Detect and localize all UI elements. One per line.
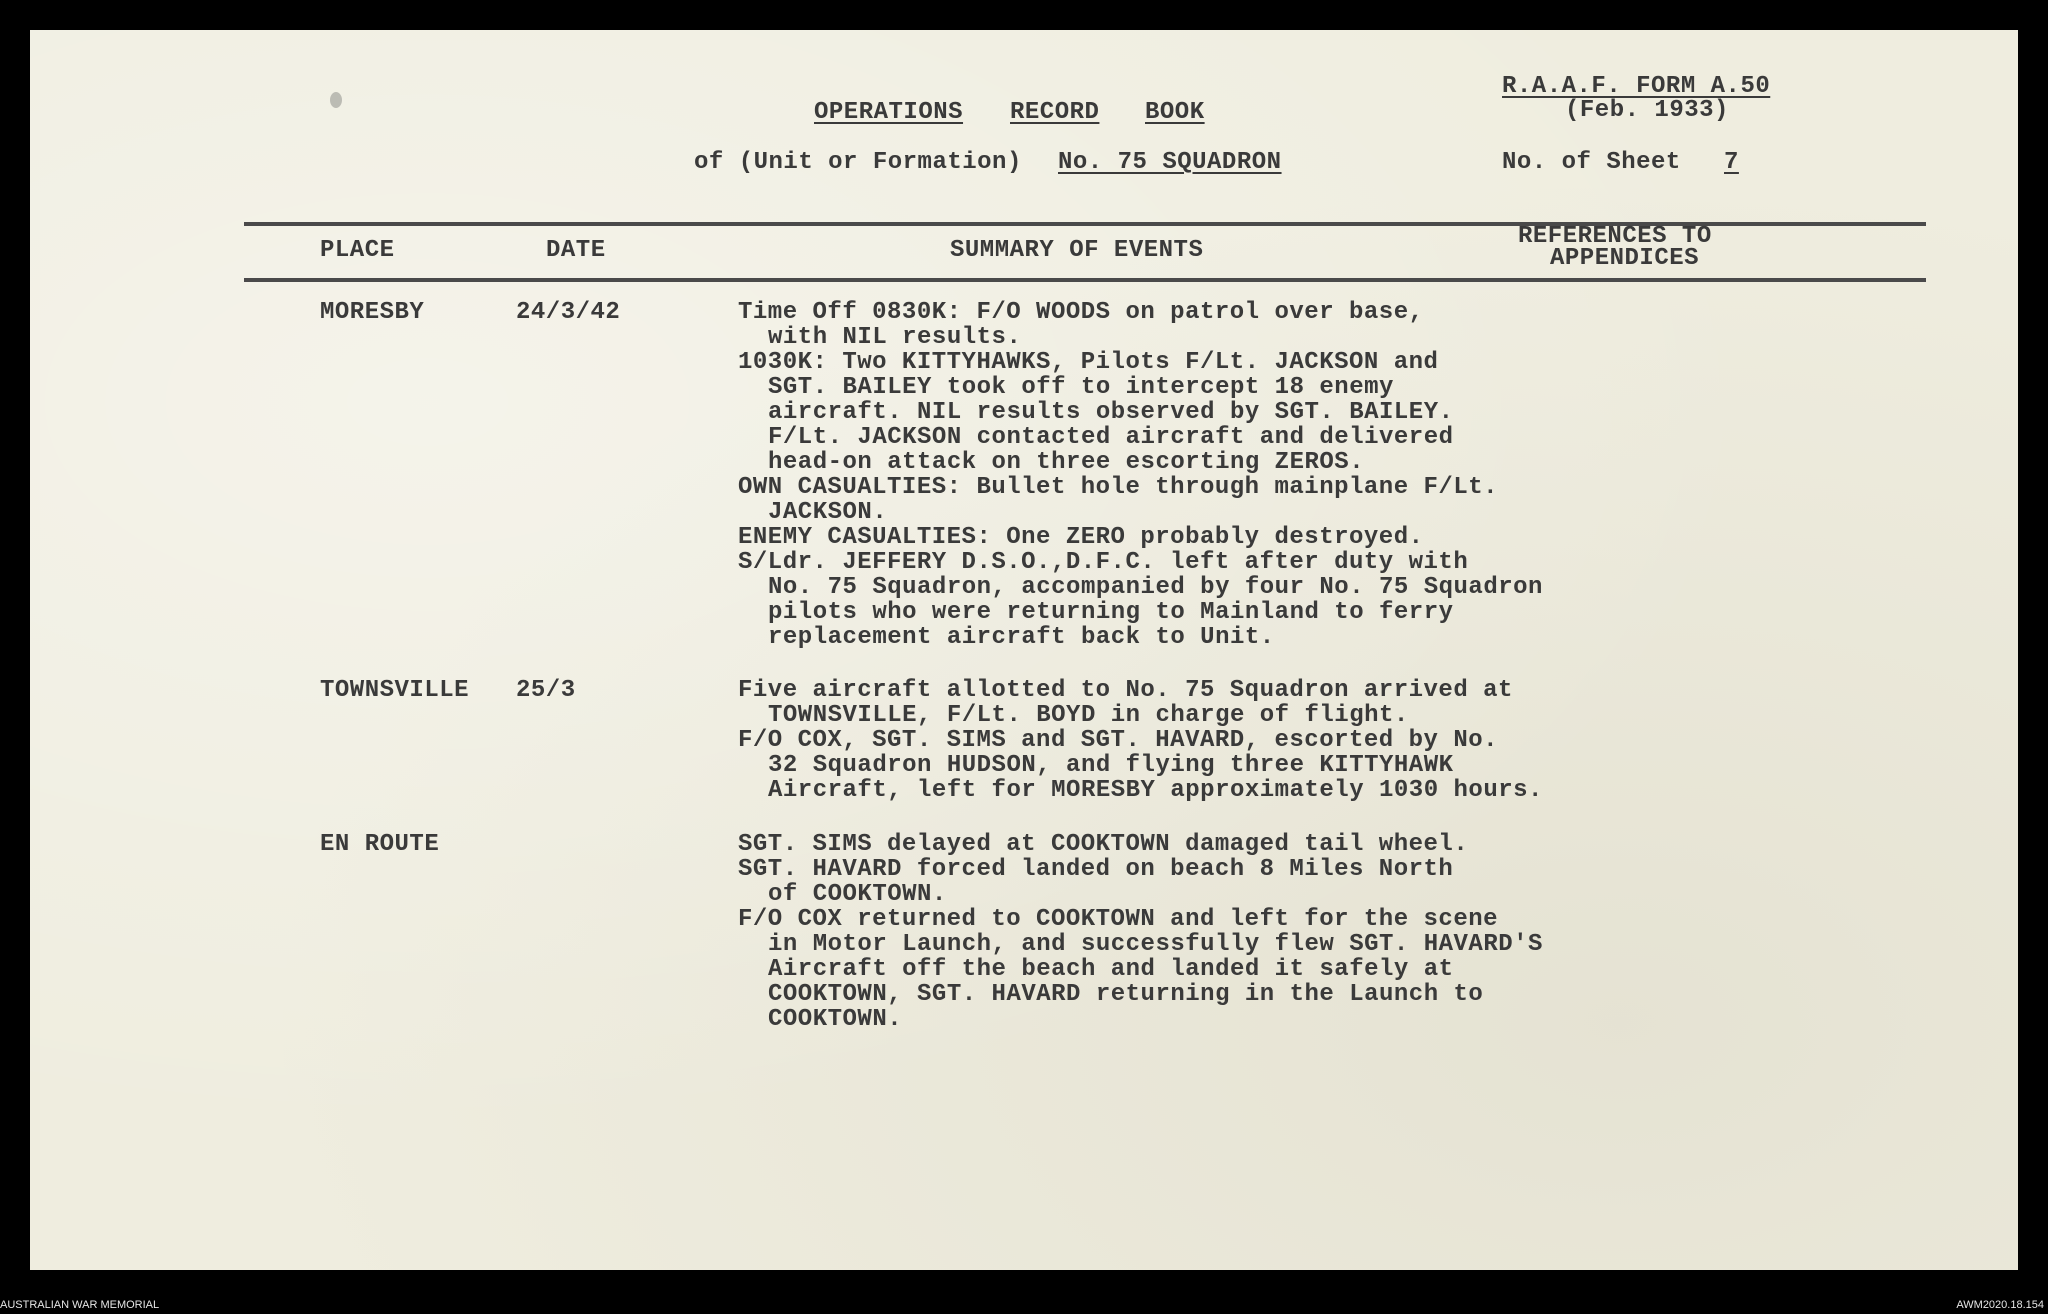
entry-place: EN ROUTE [320, 831, 440, 858]
summary-line: F/Lt. JACKSON contacted aircraft and delivered [768, 424, 1454, 451]
summary-line: SGT. SIMS delayed at COOKTOWN damaged tail wheel. [738, 831, 1469, 858]
summary-line: Aircraft, left for MORESBY approximately 1030 hours. [768, 777, 1543, 804]
summary-line-enemy-casualties: ENEMY CASUALTIES: One ZERO probably destroyed. [738, 524, 1424, 551]
summary-line: TOWNSVILLE, F/Lt. BOYD in charge of flight. [768, 702, 1409, 729]
column-summary: SUMMARY OF EVENTS [950, 237, 1204, 264]
summary-line: JACKSON. [768, 499, 888, 526]
form-reference: R.A.A.F. FORM A.50 [1502, 73, 1771, 100]
summary-line: SGT. HAVARD forced landed on beach 8 Miles North [738, 856, 1454, 883]
summary-line: SGT. BAILEY took off to intercept 18 enemy [768, 374, 1394, 401]
sheet-label: No. of Sheet [1502, 149, 1681, 176]
header-rule-bottom [244, 278, 1926, 282]
summary-line: F/O COX, SGT. SIMS and SGT. HAVARD, escorted by No. [738, 727, 1499, 754]
summary-line: Aircraft off the beach and landed it safely at [768, 956, 1454, 983]
summary-line: COOKTOWN, SGT. HAVARD returning in the Launch to [768, 981, 1484, 1008]
column-date: DATE [546, 237, 606, 264]
title-record: RECORD [1010, 99, 1100, 126]
entry-place: TOWNSVILLE [320, 677, 470, 704]
summary-line: with NIL results. [768, 324, 1022, 351]
unit-label: of (Unit or Formation) [694, 149, 1022, 176]
summary-line: COOKTOWN. [768, 1006, 903, 1033]
title-book: BOOK [1145, 99, 1205, 126]
column-appendices: APPENDICES [1550, 245, 1700, 272]
summary-line: head-on attack on three escorting ZEROS. [768, 449, 1365, 476]
summary-line: 1030K: Two KITTYHAWKS, Pilots F/Lt. JACKSON and [738, 349, 1439, 376]
entry-date: 24/3/42 [516, 299, 621, 326]
title-operations: OPERATIONS [814, 99, 964, 126]
summary-line: replacement aircraft back to Unit. [768, 624, 1275, 651]
ink-smudge [330, 92, 342, 108]
unit-value: No. 75 SQUADRON [1058, 149, 1282, 176]
summary-line: aircraft. NIL results observed by SGT. BAILEY. [768, 399, 1454, 426]
summary-line: F/O COX returned to COOKTOWN and left for the scene [738, 906, 1499, 933]
entry-place: MORESBY [320, 299, 425, 326]
footer-source: AUSTRALIAN WAR MEMORIAL [0, 1299, 160, 1311]
summary-line: of COOKTOWN. [768, 881, 947, 908]
summary-line: 32 Squadron HUDSON, and flying three KITTYHAWK [768, 752, 1454, 779]
form-date: (Feb. 1933) [1565, 97, 1729, 124]
footer-accession: AWM2020.18.154 [1956, 1299, 2044, 1311]
sheet-number: 7 [1724, 149, 1739, 176]
entry-summary [738, 678, 1543, 803]
summary-line-own-casualties: OWN CASUALTIES: Bullet hole through mainplane F/Lt. [738, 474, 1499, 501]
document-page [30, 30, 2018, 1270]
summary-line: Time Off 0830K: F/O WOODS on patrol over base, [738, 299, 1424, 326]
summary-line: S/Ldr. JEFFERY D.S.O.,D.F.C. left after duty with [738, 549, 1469, 576]
entry-summary [738, 832, 1543, 1032]
summary-line: pilots who were returning to Mainland to ferry [768, 599, 1454, 626]
summary-line: in Motor Launch, and successfully flew SGT. HAVARD'S [768, 931, 1543, 958]
entry-summary [738, 300, 1543, 650]
column-references: REFERENCES TO [1518, 223, 1712, 250]
column-place: PLACE [320, 237, 395, 264]
entry-date: 25/3 [516, 677, 576, 704]
summary-line: Five aircraft allotted to No. 75 Squadron arrived at [738, 677, 1513, 704]
summary-line: No. 75 Squadron, accompanied by four No. 75 Squadron [768, 574, 1543, 601]
